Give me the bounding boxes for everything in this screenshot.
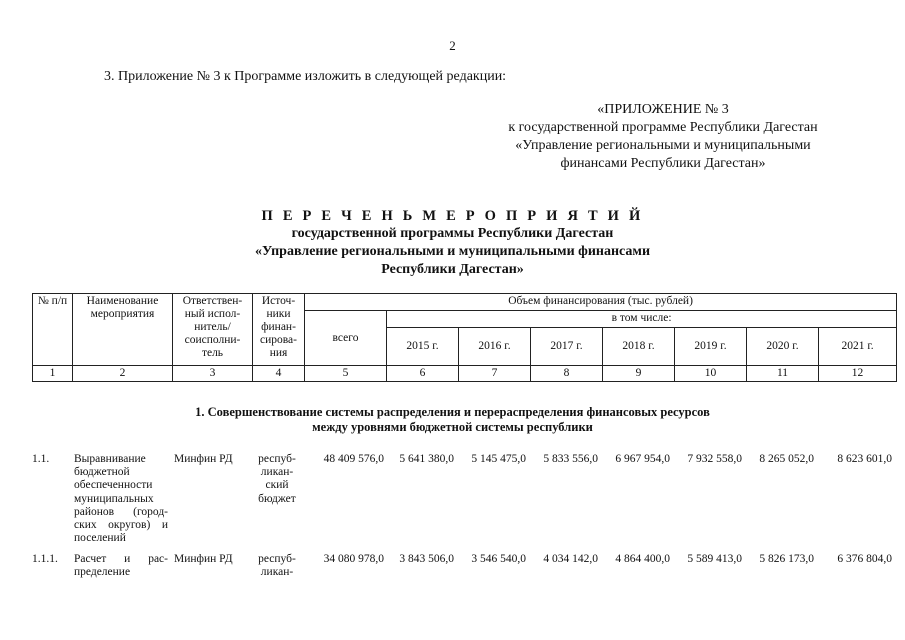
page-number: 2 <box>449 38 456 53</box>
row-year-value: 6 376 804,0 <box>837 553 892 565</box>
header-source: Источ-ники финан-сирова-ния <box>253 294 305 366</box>
row-year-value: 5 589 413,0 <box>687 553 742 565</box>
column-number: 1 <box>33 366 73 382</box>
row-responsible: Минфин РД <box>174 453 233 465</box>
row-year-value: 3 843 506,0 <box>399 553 454 565</box>
title-line: Республики Дагестан» <box>381 262 524 277</box>
header-year: 2016 г. <box>459 328 531 366</box>
header-year: 2015 г. <box>387 328 459 366</box>
row-source: респуб-ликан-ский бюджет <box>258 453 296 505</box>
column-number: 2 <box>73 366 173 382</box>
row-name: Выравнивание бюджетной обеспеченности муниципальных районов (город-ских округов) и поселений <box>74 453 168 545</box>
row-total: 48 409 576,0 <box>323 453 384 465</box>
column-number: 11 <box>747 366 819 382</box>
column-number: 6 <box>387 366 459 382</box>
row-source: респуб-ликан- <box>258 553 296 579</box>
header-year: 2021 г. <box>819 328 897 366</box>
header-year: 2020 г. <box>747 328 819 366</box>
column-number: 8 <box>531 366 603 382</box>
row-year-value: 7 932 558,0 <box>687 453 742 465</box>
intro-text: 3. Приложение № 3 к Программе изложить в следующей редакции: <box>104 69 507 84</box>
row-name: Расчет и рас-пределение <box>74 553 168 579</box>
header-year: 2018 г. <box>603 328 675 366</box>
row-year-value: 6 967 954,0 <box>615 453 670 465</box>
section-heading <box>0 405 905 435</box>
section-line: между уровнями бюджетной системы республики <box>312 420 593 434</box>
title-line: государственной программы Республики Дагестан <box>291 226 614 241</box>
header-funding: Объем финансирования (тыс. рублей) <box>305 294 897 311</box>
header-table <box>32 293 897 382</box>
header-year: 2019 г. <box>675 328 747 366</box>
column-number: 10 <box>675 366 747 382</box>
section-line: 1. Совершенствование системы распределения и перераспределения финансовых ресурсов <box>195 405 710 419</box>
appendix-line: «Управление региональными и муниципальными <box>515 138 811 153</box>
document-title <box>0 207 905 279</box>
header-total: всего <box>305 311 387 366</box>
header-year: 2017 г. <box>531 328 603 366</box>
row-total: 34 080 978,0 <box>323 553 384 565</box>
column-number: 7 <box>459 366 531 382</box>
appendix-heading <box>453 101 873 173</box>
row-year-value: 3 546 540,0 <box>471 553 526 565</box>
row-year-value: 5 833 556,0 <box>543 453 598 465</box>
row-year-value: 8 623 601,0 <box>837 453 892 465</box>
column-number: 9 <box>603 366 675 382</box>
row-year-value: 5 145 475,0 <box>471 453 526 465</box>
row-num: 1.1. <box>32 453 50 465</box>
row-year-value: 8 265 052,0 <box>759 453 814 465</box>
header-responsible: Ответствен-ный испол-нитель/ соисполни-тель <box>173 294 253 366</box>
table-row <box>32 453 896 553</box>
row-year-value: 4 864 400,0 <box>615 553 670 565</box>
row-year-value: 5 826 173,0 <box>759 553 814 565</box>
column-number: 5 <box>305 366 387 382</box>
table-row <box>32 553 896 583</box>
row-year-value: 5 641 380,0 <box>399 453 454 465</box>
appendix-line: «ПРИЛОЖЕНИЕ № 3 <box>597 102 729 117</box>
row-num: 1.1.1. <box>32 553 58 565</box>
column-number: 3 <box>173 366 253 382</box>
header-including: в том числе: <box>387 311 897 328</box>
column-number: 4 <box>253 366 305 382</box>
appendix-line: к государственной программе Республики Дагестан <box>508 120 818 135</box>
header-num: № п/п <box>33 294 73 366</box>
appendix-line: финансами Республики Дагестан» <box>560 156 766 171</box>
row-responsible: Минфин РД <box>174 553 233 565</box>
header-name: Наименование мероприятия <box>73 294 173 366</box>
title-line: П Е Р Е Ч Е Н Ь М Е Р О П Р И Я Т И Й <box>261 208 644 224</box>
column-number: 12 <box>819 366 897 382</box>
title-line: «Управление региональными и муниципальными финансами <box>254 244 651 259</box>
row-year-value: 4 034 142,0 <box>543 553 598 565</box>
